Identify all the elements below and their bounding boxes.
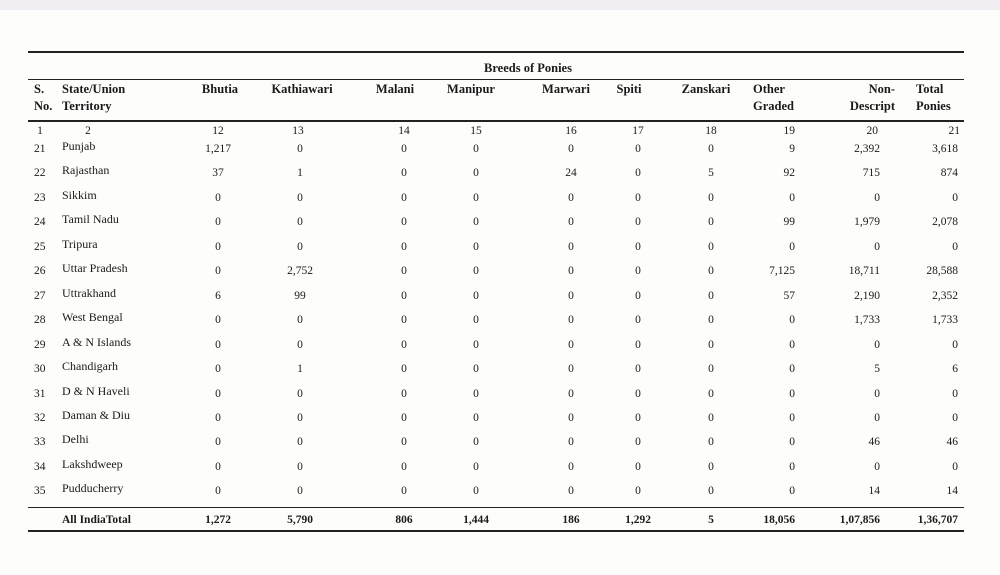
table-cell: 46 [946, 436, 958, 448]
table-cell: 0 [568, 485, 574, 497]
table-cell: 0 [635, 388, 641, 400]
column-header-3: Bhutia [201, 82, 239, 96]
row-serial-number: 22 [34, 167, 46, 179]
table-cell: 0 [708, 436, 714, 448]
top-rule [28, 51, 964, 53]
table-cell: 0 [568, 241, 574, 253]
table-cell: 0 [635, 412, 641, 424]
table-cell: 0 [473, 192, 479, 204]
table-cell: 0 [473, 461, 479, 473]
table-cell: 0 [708, 363, 714, 375]
column-number: 19 [783, 125, 795, 137]
group-title-rule [28, 79, 964, 80]
table-cell: 0 [874, 388, 880, 400]
table-cell: 0 [401, 339, 407, 351]
table-cell: 92 [783, 167, 795, 179]
table-cell: 37 [212, 167, 224, 179]
column-number: 14 [398, 125, 410, 137]
table-cell: 0 [401, 388, 407, 400]
table-cell: 0 [789, 241, 795, 253]
table-cell: 0 [297, 436, 303, 448]
table-cell: 0 [473, 485, 479, 497]
table-cell: 0 [952, 461, 958, 473]
table-cell: 0 [635, 290, 641, 302]
row-state-name: Sikkim [62, 188, 97, 202]
column-header-7: Marwari [542, 82, 590, 96]
table-cell: 2,352 [932, 290, 958, 302]
column-number: 12 [212, 125, 224, 137]
table-cell: 0 [401, 216, 407, 228]
table-cell: 0 [401, 461, 407, 473]
total-cell: 1,272 [205, 514, 231, 526]
table-cell: 0 [401, 167, 407, 179]
table-cell: 0 [789, 192, 795, 204]
table-cell: 0 [708, 216, 714, 228]
table-cell: 0 [635, 167, 641, 179]
table-cell: 0 [568, 192, 574, 204]
table-cell: 0 [789, 388, 795, 400]
table-cell: 0 [215, 436, 221, 448]
table-cell: 0 [297, 314, 303, 326]
row-state-name: West Bengal [62, 310, 123, 324]
row-serial-number: 32 [34, 412, 46, 424]
table-cell: 0 [789, 485, 795, 497]
table-cell: 1 [297, 363, 303, 375]
table-cell: 0 [401, 363, 407, 375]
total-row-label: All IndiaTotal [62, 514, 131, 526]
table-cell: 0 [635, 265, 641, 277]
column-number: 16 [565, 125, 577, 137]
table-cell: 0 [473, 216, 479, 228]
table-cell: 18,711 [848, 265, 880, 277]
total-cell: 5,790 [287, 514, 313, 526]
column-number: 1 [37, 125, 43, 137]
table-cell: 0 [215, 388, 221, 400]
table-cell: 5 [708, 167, 714, 179]
total-cell: 1,444 [463, 514, 489, 526]
table-cell: 0 [708, 314, 714, 326]
table-cell: 0 [874, 461, 880, 473]
table-cell: 7,125 [769, 265, 795, 277]
row-serial-number: 34 [34, 461, 46, 473]
table-cell: 0 [635, 241, 641, 253]
table-cell: 0 [789, 314, 795, 326]
row-serial-number: 26 [34, 265, 46, 277]
row-serial-number: 29 [34, 339, 46, 351]
table-cell: 0 [215, 265, 221, 277]
table-cell: 57 [783, 290, 795, 302]
column-header-5: Malani [375, 82, 415, 96]
table-cell: 0 [789, 339, 795, 351]
column-number: 21 [948, 125, 960, 137]
table-cell: 0 [297, 388, 303, 400]
table-cell: 0 [708, 265, 714, 277]
table-cell: 0 [568, 363, 574, 375]
table-cell: 0 [297, 485, 303, 497]
total-top-rule [28, 507, 964, 508]
table-cell: 0 [789, 412, 795, 424]
table-cell: 0 [635, 436, 641, 448]
table-cell: 9 [789, 143, 795, 155]
row-state-name: Pudducherry [62, 481, 124, 495]
table-cell: 0 [952, 388, 958, 400]
table-cell: 0 [568, 314, 574, 326]
table-cell: 0 [708, 192, 714, 204]
table-cell: 0 [297, 143, 303, 155]
table-cell: 6 [952, 363, 958, 375]
table-cell: 99 [294, 290, 306, 302]
table-cell: 0 [708, 143, 714, 155]
table-cell: 0 [297, 339, 303, 351]
table-cell: 0 [635, 461, 641, 473]
table-cell: 0 [401, 412, 407, 424]
table-cell: 24 [565, 167, 577, 179]
table-cell: 0 [568, 216, 574, 228]
total-cell: 1,36,707 [917, 514, 958, 526]
table-cell: 0 [635, 216, 641, 228]
column-number: 15 [470, 125, 482, 137]
column-number: 20 [866, 125, 878, 137]
table-cell: 0 [401, 241, 407, 253]
total-cell: 186 [562, 514, 580, 526]
table-cell: 2,752 [287, 265, 313, 277]
table-cell: 0 [215, 339, 221, 351]
table-cell: 1,733 [854, 314, 880, 326]
table-cell: 0 [708, 485, 714, 497]
table-cell: 0 [952, 412, 958, 424]
table-cell: 874 [940, 167, 958, 179]
table-cell: 715 [862, 167, 880, 179]
table-cell: 0 [874, 192, 880, 204]
table-cell: 0 [952, 339, 958, 351]
table-cell: 2,392 [854, 143, 880, 155]
table-cell: 14 [946, 485, 958, 497]
table-cell: 0 [473, 167, 479, 179]
column-header-10: Other [753, 82, 785, 96]
row-serial-number: 31 [34, 388, 46, 400]
table-cell: 0 [635, 485, 641, 497]
table-cell: 0 [473, 241, 479, 253]
table-cell: 0 [401, 143, 407, 155]
column-header-10: Graded [753, 99, 794, 113]
row-state-name: Chandigarh [62, 359, 118, 373]
table-cell: 0 [635, 192, 641, 204]
table-cell: 0 [215, 485, 221, 497]
table-cell: 0 [635, 339, 641, 351]
table-cell: 0 [297, 216, 303, 228]
table-cell: 0 [789, 436, 795, 448]
table-cell: 28,588 [926, 265, 958, 277]
table-cell: 0 [473, 265, 479, 277]
row-state-name: Lakshdweep [62, 457, 123, 471]
column-header-9: Zanskari [681, 82, 731, 96]
table-cell: 0 [297, 241, 303, 253]
table-cell: 2,078 [932, 216, 958, 228]
header-bottom-rule [28, 120, 964, 122]
table-cell: 6 [215, 290, 221, 302]
table-cell: 0 [215, 412, 221, 424]
table-cell: 0 [215, 461, 221, 473]
row-serial-number: 27 [34, 290, 46, 302]
table-cell: 1 [297, 167, 303, 179]
column-header-2: State/Union [62, 82, 126, 96]
table-cell: 0 [708, 290, 714, 302]
row-state-name: Uttar Pradesh [62, 261, 128, 275]
table-cell: 99 [783, 216, 795, 228]
table-cell: 0 [568, 436, 574, 448]
group-title: Breeds of Ponies [484, 61, 572, 75]
table-cell: 0 [473, 143, 479, 155]
table-cell: 0 [473, 412, 479, 424]
table-cell: 3,618 [932, 143, 958, 155]
table-cell: 0 [473, 314, 479, 326]
table-cell: 0 [297, 192, 303, 204]
row-state-name: Tripura [62, 237, 98, 251]
row-serial-number: 35 [34, 485, 46, 497]
table-cell: 0 [874, 241, 880, 253]
table-cell: 2,190 [854, 290, 880, 302]
table-cell: 0 [952, 192, 958, 204]
row-serial-number: 21 [34, 143, 46, 155]
table-cell: 0 [401, 436, 407, 448]
table-cell: 0 [473, 363, 479, 375]
row-state-name: A & N Islands [62, 335, 131, 349]
bottom-rule [28, 530, 964, 532]
column-header-11: Non- [868, 82, 895, 96]
table-cell: 0 [215, 192, 221, 204]
table-cell: 0 [297, 412, 303, 424]
table-cell: 0 [874, 412, 880, 424]
table-cell: 0 [215, 216, 221, 228]
table-cell: 0 [708, 388, 714, 400]
table-cell: 0 [473, 339, 479, 351]
row-serial-number: 30 [34, 363, 46, 375]
column-header-1: S. [34, 82, 45, 96]
total-cell: 806 [395, 514, 413, 526]
column-header-12: Total [916, 82, 944, 96]
row-serial-number: 24 [34, 216, 46, 228]
table-cell: 0 [708, 241, 714, 253]
table-cell: 0 [473, 290, 479, 302]
total-cell: 1,07,856 [839, 514, 880, 526]
table-cell: 0 [635, 363, 641, 375]
row-state-name: Daman & Diu [62, 408, 130, 422]
table-cell: 0 [568, 265, 574, 277]
column-header-2: Territory [62, 99, 112, 113]
table-cell: 0 [215, 314, 221, 326]
table-cell: 0 [568, 412, 574, 424]
total-cell: 1,292 [625, 514, 651, 526]
table-cell: 0 [401, 485, 407, 497]
row-state-name: Delhi [62, 432, 89, 446]
table-cell: 1,979 [854, 216, 880, 228]
table-cell: 46 [868, 436, 880, 448]
column-number: 13 [292, 125, 304, 137]
row-serial-number: 33 [34, 436, 46, 448]
column-header-8: Spiti [616, 82, 642, 96]
column-number: 18 [705, 125, 717, 137]
row-serial-number: 25 [34, 241, 46, 253]
row-state-name: Punjab [62, 139, 96, 153]
row-state-name: Uttrakhand [62, 286, 116, 300]
column-header-12: Ponies [916, 99, 951, 113]
table-cell: 0 [789, 461, 795, 473]
table-cell: 0 [473, 436, 479, 448]
table-cell: 5 [874, 363, 880, 375]
table-cell: 0 [568, 339, 574, 351]
row-serial-number: 23 [34, 192, 46, 204]
table-cell: 0 [401, 314, 407, 326]
table-cell: 0 [789, 363, 795, 375]
column-header-4: Kathiawari [271, 82, 333, 96]
column-header-11: Descript [849, 99, 895, 113]
table-cell: 0 [874, 339, 880, 351]
column-header-1: No. [34, 99, 53, 113]
row-state-name: Tamil Nadu [62, 212, 119, 226]
table-cell: 0 [568, 388, 574, 400]
table-cell: 0 [635, 143, 641, 155]
table-cell: 0 [635, 314, 641, 326]
table-cell: 0 [708, 412, 714, 424]
column-number: 2 [85, 125, 91, 137]
table-cell: 0 [215, 363, 221, 375]
table-cell: 0 [568, 290, 574, 302]
column-header-6: Manipur [447, 82, 495, 96]
column-number: 17 [632, 125, 644, 137]
table-cell: 0 [708, 461, 714, 473]
total-cell: 18,056 [763, 514, 795, 526]
table-cell: 0 [568, 461, 574, 473]
table-cell: 0 [297, 461, 303, 473]
table-cell: 0 [952, 241, 958, 253]
total-cell: 5 [708, 514, 714, 526]
table-cell: 0 [473, 388, 479, 400]
row-state-name: Rajasthan [62, 163, 110, 177]
table-cell: 0 [708, 339, 714, 351]
row-serial-number: 28 [34, 314, 46, 326]
table-cell: 1,733 [932, 314, 958, 326]
table-cell: 0 [401, 290, 407, 302]
table-cell: 0 [215, 241, 221, 253]
table-cell: 0 [568, 143, 574, 155]
table-cell: 14 [868, 485, 880, 497]
row-state-name: D & N Haveli [62, 384, 130, 398]
table-cell: 0 [401, 265, 407, 277]
table-cell: 1,217 [205, 143, 231, 155]
table-cell: 0 [401, 192, 407, 204]
